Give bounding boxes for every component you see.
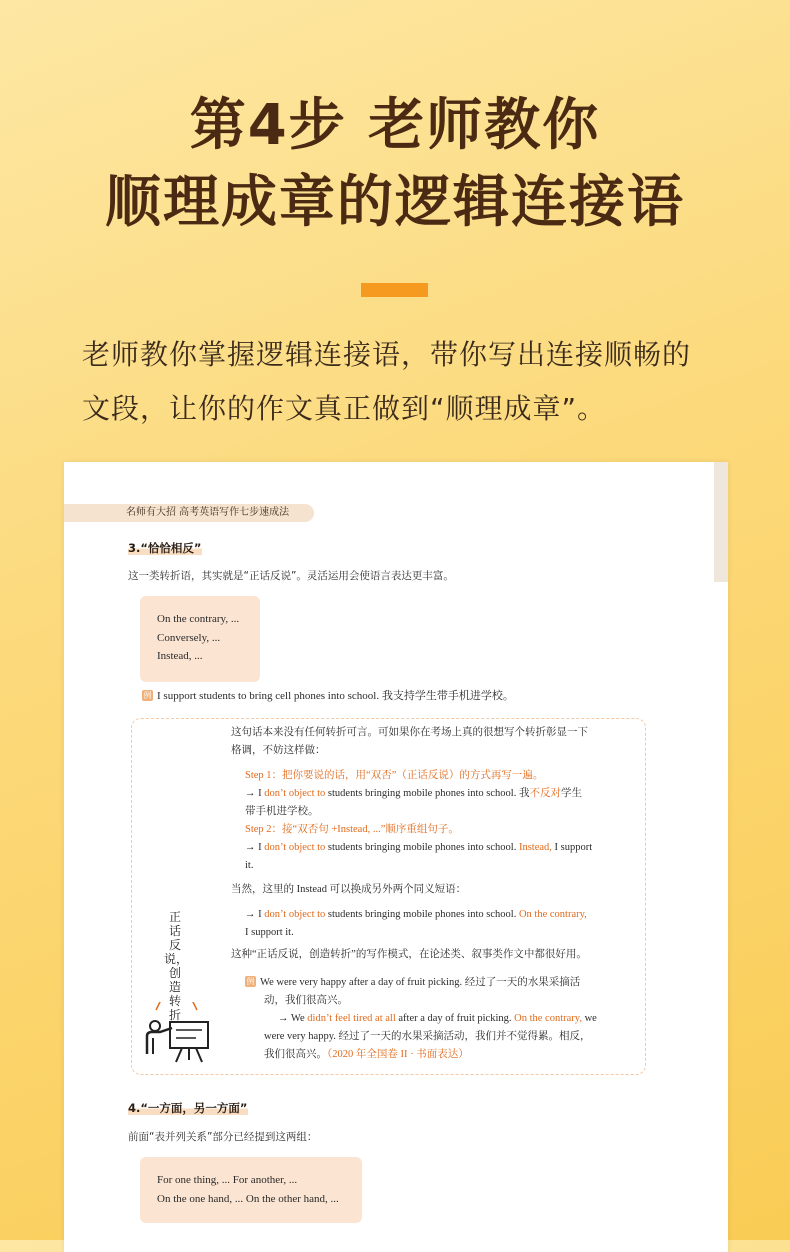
example-2-line-3: → We didn’t feel tired at all after a day of fruit picking. On the contrary, we [278,1013,597,1024]
section-3-title-text: 3.“恰恰相反” [128,541,202,555]
section-4-description: 前面“表并列关系”部分已经提到这两组： [128,1131,318,1143]
intro-line-2: 文段，让你的作文真正做到“顺理成章”。 [82,392,607,425]
step-1-label: Step 1：把你要说的话，用“双否”（正话反说）的方式再写一遍。 [245,770,544,781]
accent-bar [361,283,428,297]
headline-title-line-1: 第4步 老师教你 [189,93,601,158]
box-paragraph-3: 这种“正话反说，创造转折”的写作模式，在论述类、叙事类作文中都很好用。 [231,949,587,960]
phrase-item: For one thing, ... For another, ... [157,1174,298,1186]
example-badge-icon: 例 [143,691,152,700]
teacher-at-board-icon [142,1002,212,1064]
example-badge-icon: 例 [246,977,255,986]
step-2-sentence: → I don’t object to students bringing mobile phones into school. Instead, I support [245,842,593,853]
phrase-item: Instead, ... [157,650,203,662]
step-1-sentence-cont: 带手机进学校。 [245,806,319,817]
example-2-line-5: 我们很高兴。（2020 年全国卷 II · 书面表达） [264,1049,469,1060]
page-edge [714,462,728,582]
phrase-box-one-hand [140,1157,362,1223]
phrase-item: On the one hand, ... On the other hand, ... [157,1192,339,1205]
box-paragraph-1-line-1: 这句话本来没有任何转折可言。可如果你在考场上真的很想写个转折彰显一下 [231,727,588,738]
step-2-sentence-cont: it. [245,860,254,871]
example-2-line-1: 例 We were very happy after a day of fruit picking. 经过了一天的水果采摘活 [246,977,581,988]
section-4-title [128,1100,248,1116]
running-header: 名师有大招 高考英语写作七步速成法 [64,504,314,522]
phrase-box-contrary [140,596,260,682]
section-4-title-text: 4.“一方面，另一方面” [128,1101,248,1115]
example-2-line-4: were very happy. 经过了一天的水果采摘活动，我们并不觉得累。相反， [264,1031,591,1042]
section-3-description: 这一类转折语，其实就是“正话反说”。灵活运用会使语言表达更丰富。 [128,570,454,582]
synonym-sentence: → I don’t object to students bringing mobile phones into school. On the contrary, [245,909,587,920]
box-paragraph-2: 当然，这里的 Instead 可以换成另外两个同义短语： [231,884,467,895]
example-sentence [142,687,514,705]
step-2-label: Step 2：接“双否句 +Instead, ...”顺序重组句子。 [245,824,459,835]
synonym-sentence-cont: I support it. [245,927,294,938]
book-page [64,462,728,1252]
example-sentence-text: I support students to bring cell phones into school. 我支持学生带手机进学校。 [157,690,514,702]
step-1-sentence: → I don’t object to students bringing mobile phones into school. 我不反对学生 [245,788,582,799]
headline-title-line-2: 顺理成章的逻辑连接语 [105,170,685,235]
box-paragraph-1-line-2: 格调，不妨这样做： [231,745,326,756]
phrase-item: On the contrary, ... [157,613,240,625]
section-3-title [128,540,202,556]
vertical-caption: 正话反说，创造转折 [164,910,189,1022]
example-2-line-2: 动，我们很高兴。 [264,995,348,1006]
intro-line-1: 老师教你掌握逻辑连接语，带你写出连接顺畅的 [82,338,692,371]
phrase-item: Conversely, ... [157,631,221,644]
